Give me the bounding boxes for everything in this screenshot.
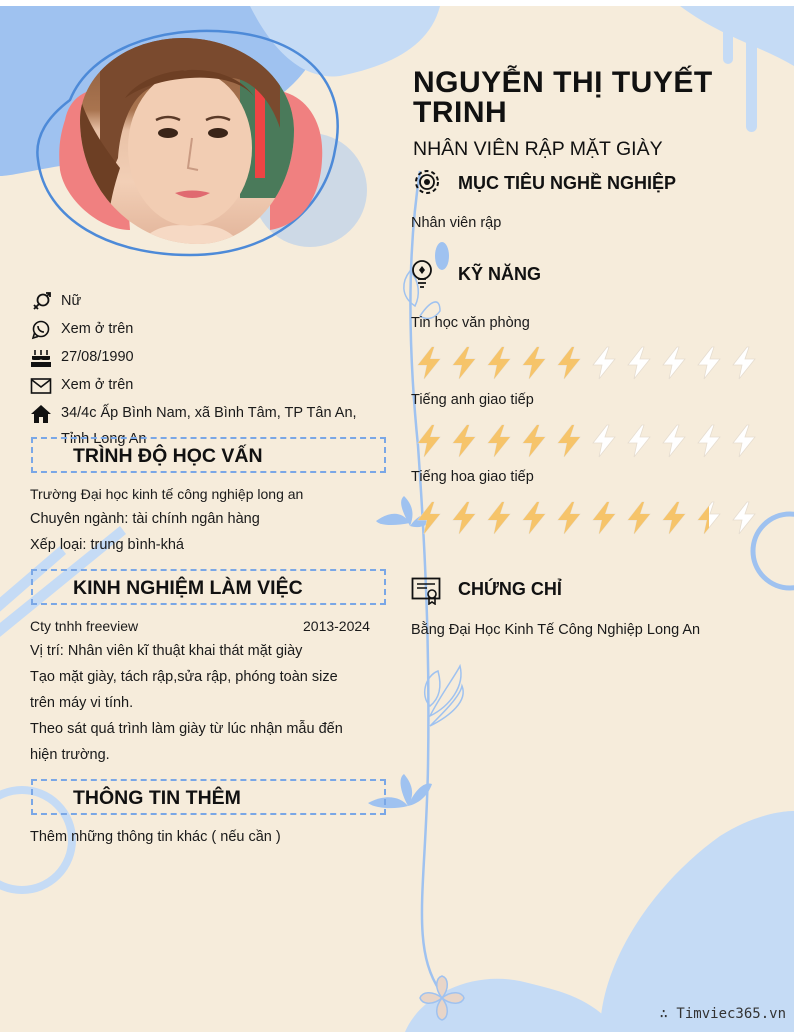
phone-value: Xem ở trên (61, 321, 134, 337)
education-heading-box (31, 437, 386, 473)
info-email (30, 376, 361, 400)
logo-text: Timviec365.vn (676, 1006, 786, 1022)
rating-bolt-icon (728, 424, 760, 458)
info-phone (30, 320, 361, 344)
cv-paper (0, 6, 794, 1032)
rating-bolt-icon (623, 424, 655, 458)
address-value: 34/4c Ấp Bình Nam, xã Bình Tâm, TP Tân An, Tỉnh Long An (61, 405, 357, 447)
objective-heading: MỤC TIÊU NGHỀ NGHIỆP (458, 173, 677, 193)
rating-bolt-icon (518, 501, 550, 535)
rating-bolt-icon (728, 501, 760, 535)
rating-bolt-icon (728, 346, 760, 380)
rating-bolt-icon (588, 346, 620, 380)
rating-bolt-icon (518, 346, 550, 380)
skill-label-2: Tiếng hoa giao tiếp (411, 469, 534, 485)
education-heading: TRÌNH ĐỘ HỌC VẤN (73, 445, 263, 467)
rating-bolt-icon (658, 424, 690, 458)
rating-bolt-icon (448, 424, 480, 458)
rating-bolt-icon (448, 346, 480, 380)
experience-period: 2013-2024 (303, 618, 370, 634)
rating-bolt-icon (553, 346, 585, 380)
skill-label-0: Tin học văn phòng (411, 315, 530, 331)
additional-text: Thêm những thông tin khác ( nếu cần ) (30, 829, 281, 845)
gender-value: Nữ (61, 293, 82, 309)
rating-bolt-icon (483, 501, 515, 535)
job-title: NHÂN VIÊN RẬP MẶT GIÀY (413, 138, 663, 160)
rating-bolt-icon (658, 501, 690, 535)
rating-bolt-icon (588, 424, 620, 458)
rating-bolt-icon (588, 501, 620, 535)
education-rank: Xếp loại: trung bình-khá (30, 537, 184, 553)
experience-line-2: Tạo mặt giày, tách rập,sửa rập, phóng toàn size (30, 669, 338, 685)
rating-bolt-icon (693, 346, 725, 380)
rating-bolt-icon (518, 424, 550, 458)
certificates-heading: CHỨNG CHỈ (458, 579, 562, 599)
certificate-item: Bằng Đại Học Kinh Tế Công Nghiệp Long An (411, 622, 701, 638)
education-school: Trường Đại học kinh tế công nghiệp long an (30, 486, 304, 502)
experience-heading-box (31, 569, 386, 605)
rating-bolt-icon (448, 501, 480, 535)
rating-bolt-icon (413, 501, 445, 535)
gender-icon (30, 292, 52, 312)
whatsapp-icon (30, 320, 52, 340)
skill-label-1: Tiếng anh giao tiếp (411, 392, 534, 408)
skill-rating-2 (413, 501, 763, 535)
home-icon (30, 404, 52, 424)
education-major: Chuyên ngành: tài chính ngân hàng (30, 511, 260, 527)
info-gender (30, 292, 361, 316)
logo-icon: ∴ (659, 1006, 668, 1022)
candidate-name: NGUYỄN THỊ TUYẾT TRINH (413, 66, 713, 129)
rating-bolt-icon (483, 424, 515, 458)
objective-text: Nhân viên rập (411, 215, 502, 231)
lightbulb-icon (409, 258, 435, 295)
rating-bolt-icon (553, 424, 585, 458)
rating-bolt-icon (693, 501, 725, 535)
rating-bolt-icon (553, 501, 585, 535)
rating-bolt-icon (693, 424, 725, 458)
target-gear-icon (411, 166, 443, 203)
certificate-icon (411, 577, 441, 610)
experience-line-4: Theo sát quá trình làm giày từ lúc nhận mẫu đến (30, 721, 343, 737)
rating-bolt-icon (623, 501, 655, 535)
birthday-value: 27/08/1990 (61, 349, 134, 365)
rating-bolt-icon (483, 346, 515, 380)
birthday-cake-icon (30, 348, 52, 368)
rating-bolt-icon (413, 346, 445, 380)
rating-bolt-icon (658, 346, 690, 380)
skill-rating-0 (413, 346, 763, 380)
rating-bolt-icon (413, 424, 445, 458)
rating-bolt-icon (623, 346, 655, 380)
info-birthday (30, 348, 361, 372)
email-value: Xem ở trên (61, 377, 134, 393)
skill-rating-1 (413, 424, 763, 458)
experience-line-1: Vị trí: Nhân viên kĩ thuật khai thát mặt giày (30, 643, 303, 659)
additional-heading-box (31, 779, 386, 815)
experience-heading: KINH NGHIỆM LÀM VIỆC (73, 577, 303, 599)
envelope-icon (30, 376, 52, 396)
skills-heading: KỸ NĂNG (458, 264, 542, 284)
info-address (30, 404, 361, 447)
experience-line-3: trên máy vi tính. (30, 695, 134, 711)
additional-heading: THÔNG TIN THÊM (73, 787, 241, 809)
experience-line-5: hiện trường. (30, 747, 110, 763)
experience-company: Cty tnhh freeview (30, 618, 139, 634)
site-logo (660, 1006, 786, 1022)
